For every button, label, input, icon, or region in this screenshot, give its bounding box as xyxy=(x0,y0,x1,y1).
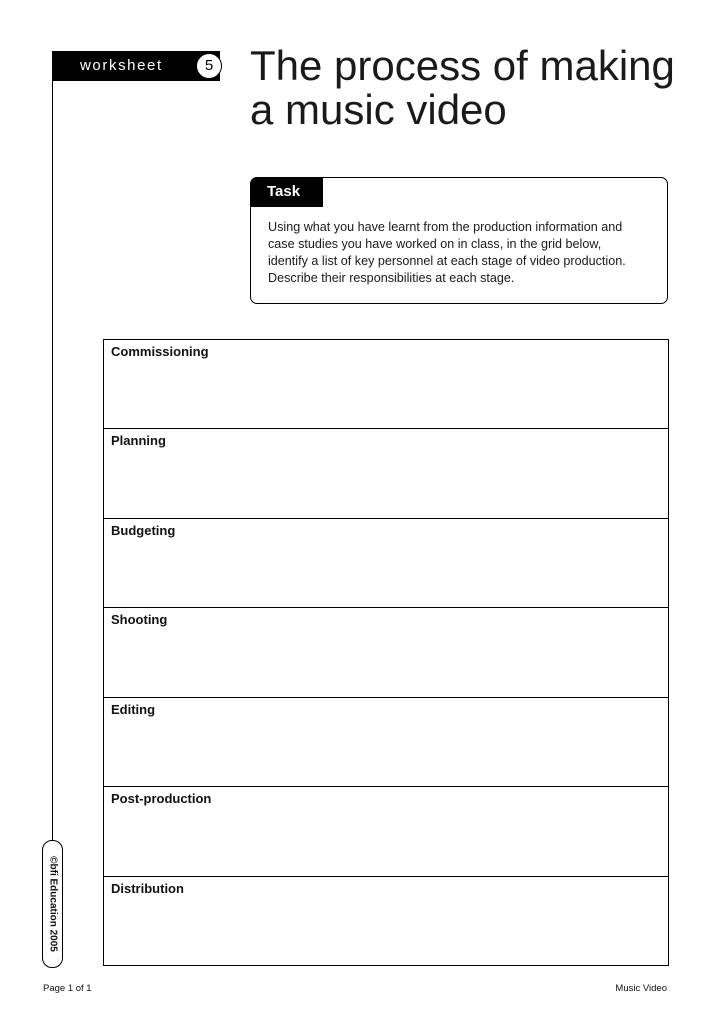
task-instructions: Using what you have learnt from the production information and case studies you have worked on in class, in the grid below, identify a list of key personnel at each stage of video production. Describe their responsibilities at each stage. xyxy=(268,220,626,285)
stage-row-commissioning[interactable] xyxy=(104,340,668,428)
stage-row-distribution[interactable] xyxy=(104,876,668,965)
side-rule xyxy=(52,80,53,840)
stage-label: Commissioning xyxy=(111,344,209,359)
copyright-text: ©bfi Education 2005 xyxy=(47,856,58,952)
stage-grid xyxy=(103,339,669,966)
stage-label: Budgeting xyxy=(111,522,176,538)
stage-label: Post-production xyxy=(111,791,212,807)
stage-row-planning[interactable] xyxy=(104,428,668,517)
stage-label: Shooting xyxy=(111,612,168,628)
footer-topic: Music Video xyxy=(615,983,667,994)
stage-row-post-production[interactable] xyxy=(104,786,668,875)
stage-label: Planning xyxy=(111,433,166,449)
stage-row-budgeting[interactable] xyxy=(104,518,668,607)
stage-row-editing[interactable] xyxy=(104,697,668,786)
stage-row-shooting[interactable] xyxy=(104,607,668,696)
stage-label: Distribution xyxy=(111,880,184,896)
copyright-badge xyxy=(42,840,63,968)
task-box xyxy=(250,177,668,304)
task-label: Task xyxy=(251,178,323,207)
stage-label: Editing xyxy=(111,701,156,717)
worksheet-number-badge: 5 xyxy=(196,53,222,79)
footer-page-number: Page 1 of 1 xyxy=(43,983,92,994)
page-title: The process of making a music video xyxy=(250,42,675,133)
worksheet-label: worksheet xyxy=(52,51,220,81)
